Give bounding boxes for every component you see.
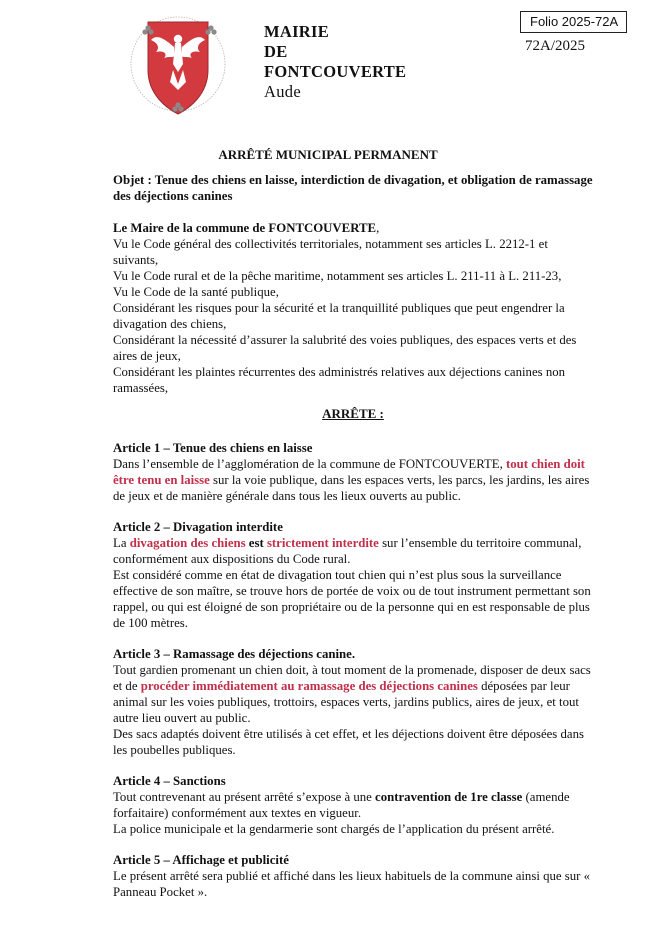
article-text: Le présent arrêté sera publié et affiché dans les lieux habituels de la commune ainsi que sur « Panneau Pocket ». [113,869,590,899]
article-title: Article 1 – Tenue des chiens en laisse [113,441,313,455]
coat-of-arms-emblem [128,12,228,120]
bold-text: contravention de 1re classe [375,790,523,804]
vu-line: Vu le Code rural et de la pêche maritime, notamment ses articles L. 211-11 à L. 211-23, [113,269,562,283]
considerant-line: Considérant les plaintes récurrentes des administrés relatives aux déjections canines non ramassées, [113,365,566,395]
text-span: La [113,536,130,550]
article-3 [113,646,593,758]
article-1 [113,440,593,504]
folio-reference: 72A/2025 [525,38,585,54]
article-text: La police municipale et la gendarmerie sont chargés de l’application du présent arrêté. [113,822,555,836]
article-text [113,662,593,726]
article-title: Article 4 – Sanctions [113,774,226,788]
highlight-text: tout chien doit être tenu en laisse [113,457,585,487]
article-text: Est considéré comme en état de divagation tout chien qui n’est plus sous la surveillance effective de son maître, se trouve hors de portée de voix ou de tout instrument permettant son rappel, ou qui est éloigné de son propriétaire ou de la personne qui en est responsable de plus de 100 mètres. [113,568,591,630]
article-2 [113,519,593,631]
commune-name: FONTCOUVERTE [264,62,407,81]
maire-comma: , [376,221,380,235]
text-span: sur la voie publique, dans les espaces verts, les parcs, les jardins, les aires de jeux et de manière générale dans tous les lieux ouverts au public. [113,473,590,503]
mairie-heading [264,22,406,102]
maire-label: Le Maire de la commune de FONTCOUVERTE [113,221,377,235]
text-span: (amende forfaitaire) conformément aux textes en vigueur. [113,790,570,820]
highlight-text: procéder immédiatement au ramassage des déjections canines [140,679,478,693]
text-span: Tout contrevenant au présent arrêté s’expose à une [113,790,376,804]
article-text [113,456,593,504]
mairie-line: DE [264,42,288,61]
article-text [113,535,593,567]
text-span: Tout gardien promenant un chien doit, à tout moment de la promenade, disposer de deux sacs et de [113,663,591,693]
article-title: Article 5 – Affichage et publicité [113,853,289,867]
considerant-line: Considérant la nécessité d’assurer la salubrité des voies publiques, des espaces verts et des aires de jeux, [113,333,577,363]
text-span: déposées par leur animal sur les voies publiques, trottoirs, espaces verts, jardins publics, aires de jeux, et tout autre lieu ouvert au public. [113,679,579,725]
document-body [113,172,593,915]
bold-text: est [245,536,267,550]
document-title: ARRÊTÉ MUNICIPAL PERMANENT [218,147,438,162]
text-span: Dans l’ensemble de l’agglomération de la commune de FONTCOUVERTE, [113,457,506,471]
text-span: sur l’ensemble du territoire communal, conformément aux dispositions du Code rural. [113,536,582,566]
arrete-heading: ARRÊTE : [322,406,384,421]
article-text: Des sacs adaptés doivent être utilisés à cet effet, et les déjections doivent être déposées dans les poubelles publiques. [113,727,584,757]
article-text [113,789,593,821]
highlight-text: strictement interdite [266,536,379,550]
highlight-text: divagation des chiens [129,536,246,550]
article-5 [113,852,593,900]
vu-line: Vu le Code de la santé publique, [113,285,279,299]
maire-line [113,220,593,236]
article-4 [113,773,593,837]
folio-stamp: Folio 2025-72A [520,11,627,33]
mairie-line: MAIRIE [264,22,330,41]
article-title: Article 2 – Divagation interdite [113,520,283,534]
objet-line: Objet : Tenue des chiens en laisse, interdiction de divagation, et obligation de ramassage des déjections canines [113,173,593,203]
department-name: Aude [264,82,301,101]
considerant-line: Considérant les risques pour la sécurité et la tranquillité publiques que peut engendrer la divagation des chiens, [113,301,565,331]
article-title: Article 3 – Ramassage des déjections canine. [113,647,356,661]
vu-line: Vu le Code général des collectivités territoriales, notamment ses articles L. 2212-1 et suivants, [113,237,548,267]
